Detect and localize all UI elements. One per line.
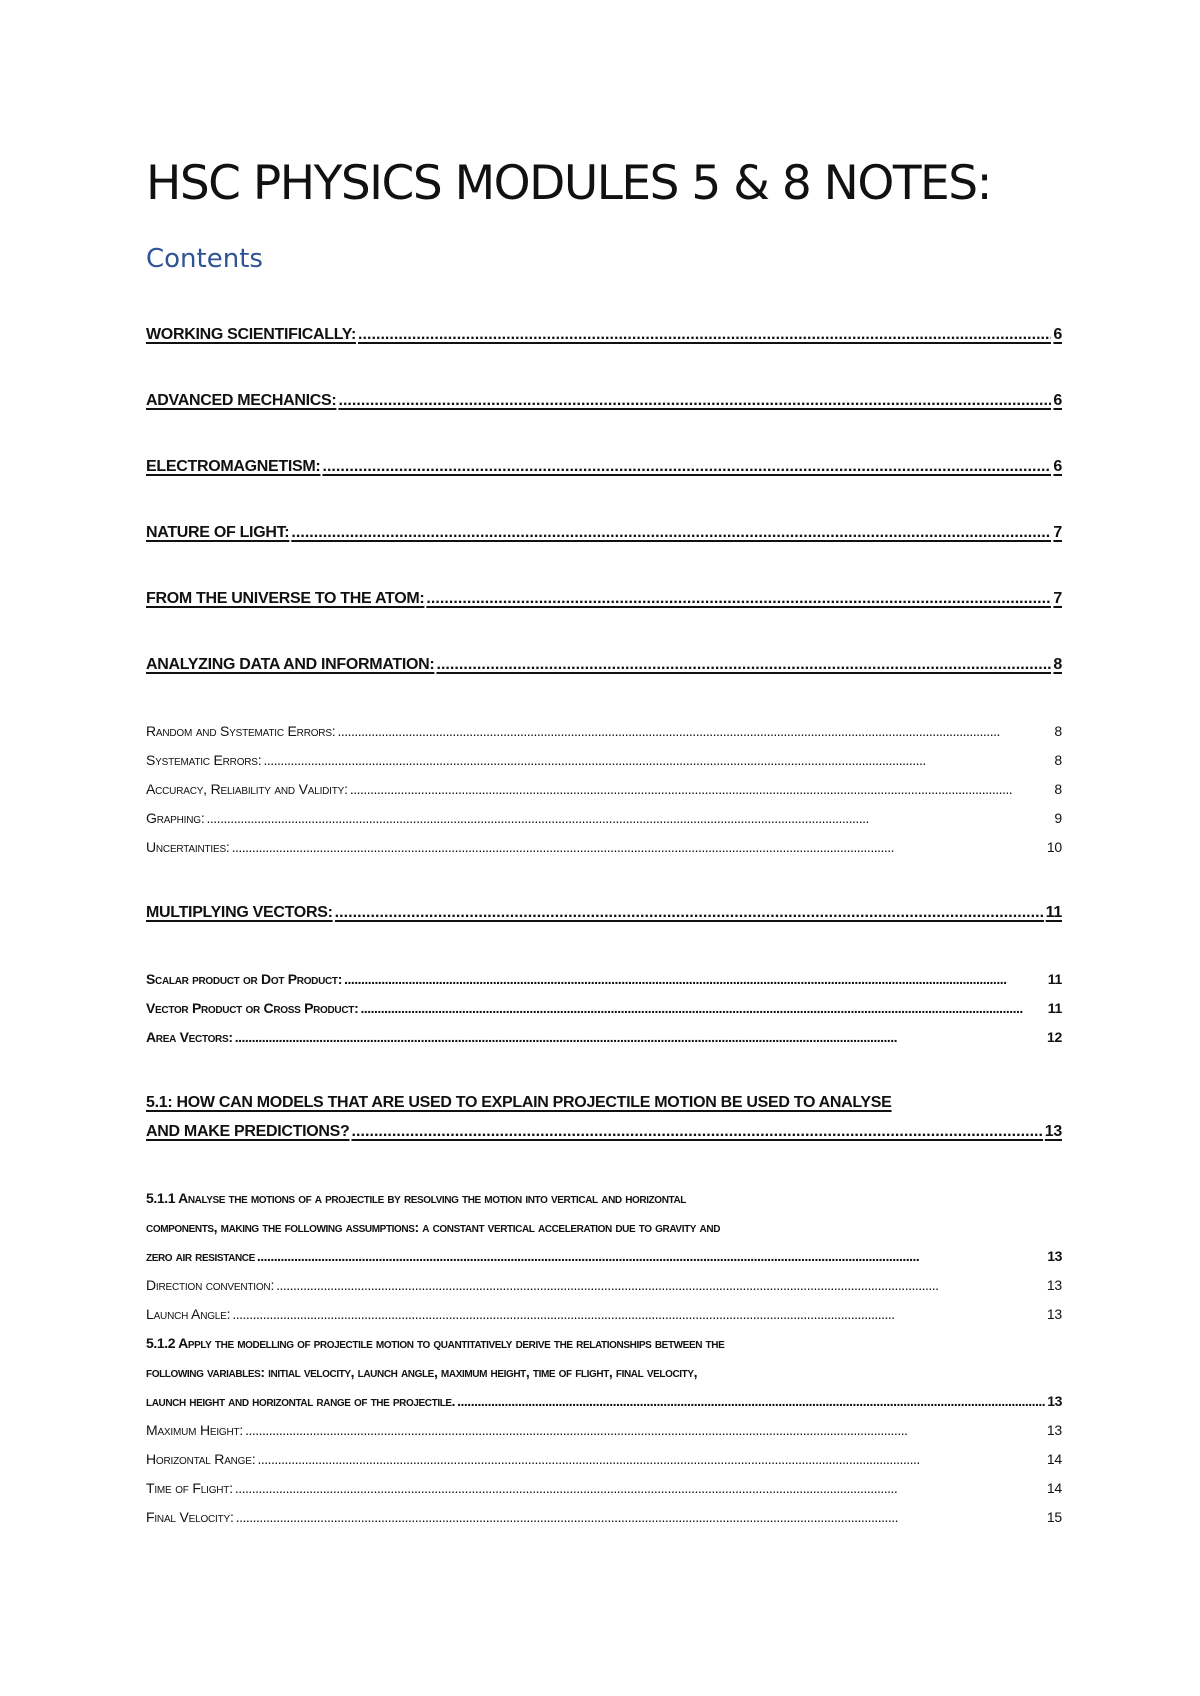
toc-entry-area-vectors[interactable]	[146, 1025, 1062, 1049]
dot-leader	[350, 777, 1053, 801]
toc-entry-electromagnetism[interactable]	[146, 455, 1062, 479]
toc-entry-scalar-product[interactable]	[146, 967, 1062, 991]
dot-leader	[337, 719, 1052, 743]
toc-entry-label: FROM THE UNIVERSE TO THE ATOM:	[146, 590, 425, 607]
dot-leader	[457, 1389, 1045, 1413]
toc-page-number: 8	[1053, 656, 1062, 673]
dot-leader	[426, 587, 1051, 611]
toc-entry-maximum-height[interactable]	[146, 1418, 1062, 1442]
dot-leader	[236, 1505, 1045, 1529]
toc-page-number: 8	[1054, 723, 1062, 739]
toc-entry-analyzing-data[interactable]	[146, 653, 1062, 677]
toc-entry-label: Random and Systematic Errors:	[146, 723, 336, 739]
dot-leader	[322, 455, 1051, 479]
toc-page-number: 7	[1053, 590, 1062, 607]
toc-page-number: 12	[1047, 1029, 1062, 1045]
toc-entry-label: MULTIPLYING VECTORS:	[146, 904, 333, 921]
toc-entry-label: Accuracy, Reliability and Validity:	[146, 781, 348, 797]
toc-page-number: 6	[1053, 392, 1062, 409]
toc-entry-label: AND MAKE PREDICTIONS?	[146, 1123, 350, 1140]
toc-entry-label: launch height and horizontal range of the projectile.	[146, 1393, 456, 1409]
toc-page-number: 11	[1045, 904, 1062, 921]
toc-entry-section-5-1[interactable]	[146, 1120, 1062, 1144]
toc-entry-label: Vector Product or Cross Product:	[146, 1000, 359, 1016]
toc-entry-label: WORKING SCIENTIFICALLY:	[146, 326, 356, 343]
toc-page-number: 13	[1047, 1248, 1062, 1264]
toc-entry-random-systematic-errors[interactable]	[146, 719, 1062, 743]
toc-entry-label: Systematic Errors:	[146, 752, 262, 768]
toc-entry-label: Maximum Height:	[146, 1422, 244, 1438]
toc-entry-label: Launch Angle:	[146, 1306, 231, 1322]
dot-leader	[207, 806, 1053, 830]
toc-page-number: 9	[1054, 810, 1062, 826]
toc-entry-horizontal-range[interactable]	[146, 1447, 1062, 1471]
dot-leader	[257, 1244, 1045, 1268]
toc-entry-section-5-1-1-line1[interactable]: 5.1.1 Analyse the motions of a projectile by resolving the motion into vertical and horizontal	[146, 1190, 687, 1206]
dot-leader	[245, 1418, 1045, 1442]
toc-entry-label: ELECTROMAGNETISM:	[146, 458, 321, 475]
toc-entry-final-velocity[interactable]	[146, 1505, 1062, 1529]
toc-entry-advanced-mechanics[interactable]	[146, 389, 1062, 413]
dot-leader	[276, 1273, 1045, 1297]
toc-entry-label: Final Velocity:	[146, 1509, 234, 1525]
dot-leader	[263, 748, 1052, 772]
toc-entry-label: Time of Flight:	[146, 1480, 233, 1496]
toc-entry-label: Direction convention:	[146, 1277, 275, 1293]
dot-leader	[291, 521, 1051, 545]
toc-page-number: 7	[1053, 524, 1062, 541]
toc-page-number: 14	[1046, 1451, 1062, 1467]
toc-page-number: 14	[1046, 1480, 1062, 1496]
toc-page-number: 6	[1053, 458, 1062, 475]
toc-page-number: 13	[1046, 1277, 1062, 1293]
toc-entry-label: Uncertainties:	[146, 839, 230, 855]
dot-leader	[235, 1476, 1045, 1500]
dot-leader	[436, 653, 1051, 677]
toc-entry-section-5-1-2[interactable]	[146, 1389, 1062, 1413]
toc-page-number: 13	[1046, 1306, 1062, 1322]
toc-entry-nature-of-light[interactable]	[146, 521, 1062, 545]
toc-page-number: 11	[1047, 971, 1062, 987]
contents-heading: Contents	[146, 244, 263, 274]
toc-page-number: 11	[1047, 1000, 1062, 1016]
toc-entry-label: Horizontal Range:	[146, 1451, 256, 1467]
dot-leader	[335, 901, 1044, 925]
dot-leader	[257, 1447, 1044, 1471]
toc-entry-time-of-flight[interactable]	[146, 1476, 1062, 1500]
toc-entry-label: zero air resistance	[146, 1248, 255, 1264]
toc-entry-label: Graphing:	[146, 810, 205, 826]
dot-leader	[351, 1120, 1042, 1144]
toc-entry-working-scientifically[interactable]	[146, 323, 1062, 347]
toc-page-number: 13	[1044, 1123, 1062, 1140]
toc-page-number: 6	[1053, 326, 1062, 343]
dot-leader	[232, 1302, 1044, 1326]
toc-entry-label: NATURE OF LIGHT:	[146, 524, 290, 541]
toc-entry-launch-angle[interactable]	[146, 1302, 1062, 1326]
toc-entry-label: ADVANCED MECHANICS:	[146, 392, 337, 409]
toc-entry-accuracy-reliability[interactable]	[146, 777, 1062, 801]
dot-leader	[235, 1025, 1045, 1049]
toc-entry-multiplying-vectors[interactable]	[146, 901, 1062, 925]
toc-page-number: 8	[1054, 752, 1062, 768]
toc-page-number: 13	[1047, 1393, 1062, 1409]
toc-page-number: 10	[1046, 839, 1062, 855]
toc-entry-section-5-1-line1[interactable]: 5.1: HOW CAN MODELS THAT ARE USED TO EXPLAIN PROJECTILE MOTION BE USED TO ANALYSE	[146, 1094, 892, 1111]
toc-entry-direction-convention[interactable]	[146, 1273, 1062, 1297]
toc-entry-section-5-1-2-line1[interactable]: 5.1.2 Apply the modelling of projectile motion to quantitatively derive the relationships between the	[146, 1335, 725, 1351]
document-title: HSC PHYSICS MODULES 5 & 8 NOTES:	[146, 156, 991, 211]
toc-page-number: 13	[1046, 1422, 1062, 1438]
toc-page-number: 15	[1046, 1509, 1062, 1525]
toc-entry-label: ANALYZING DATA AND INFORMATION:	[146, 656, 435, 673]
dot-leader	[232, 835, 1045, 859]
toc-entry-section-5-1-1[interactable]	[146, 1244, 1062, 1268]
dot-leader	[344, 967, 1046, 991]
toc-entry-section-5-1-2-line2[interactable]: following variables: initial velocity, launch angle, maximum height, time of flight, final velocity,	[146, 1364, 698, 1380]
dot-leader	[360, 996, 1045, 1020]
toc-entry-systematic-errors[interactable]	[146, 748, 1062, 772]
toc-entry-universe-to-atom[interactable]	[146, 587, 1062, 611]
toc-entry-label: Scalar product or Dot Product:	[146, 971, 343, 987]
dot-leader	[338, 389, 1051, 413]
toc-entry-uncertainties[interactable]	[146, 835, 1062, 859]
toc-entry-label: Area Vectors:	[146, 1029, 233, 1045]
toc-page-number: 8	[1054, 781, 1062, 797]
dot-leader	[358, 323, 1051, 347]
toc-entry-section-5-1-1-line2[interactable]: components, making the following assumptions: a constant vertical acceleration due to gravity and	[146, 1219, 721, 1235]
toc-entry-graphing[interactable]	[146, 806, 1062, 830]
toc-entry-vector-product[interactable]	[146, 996, 1062, 1020]
